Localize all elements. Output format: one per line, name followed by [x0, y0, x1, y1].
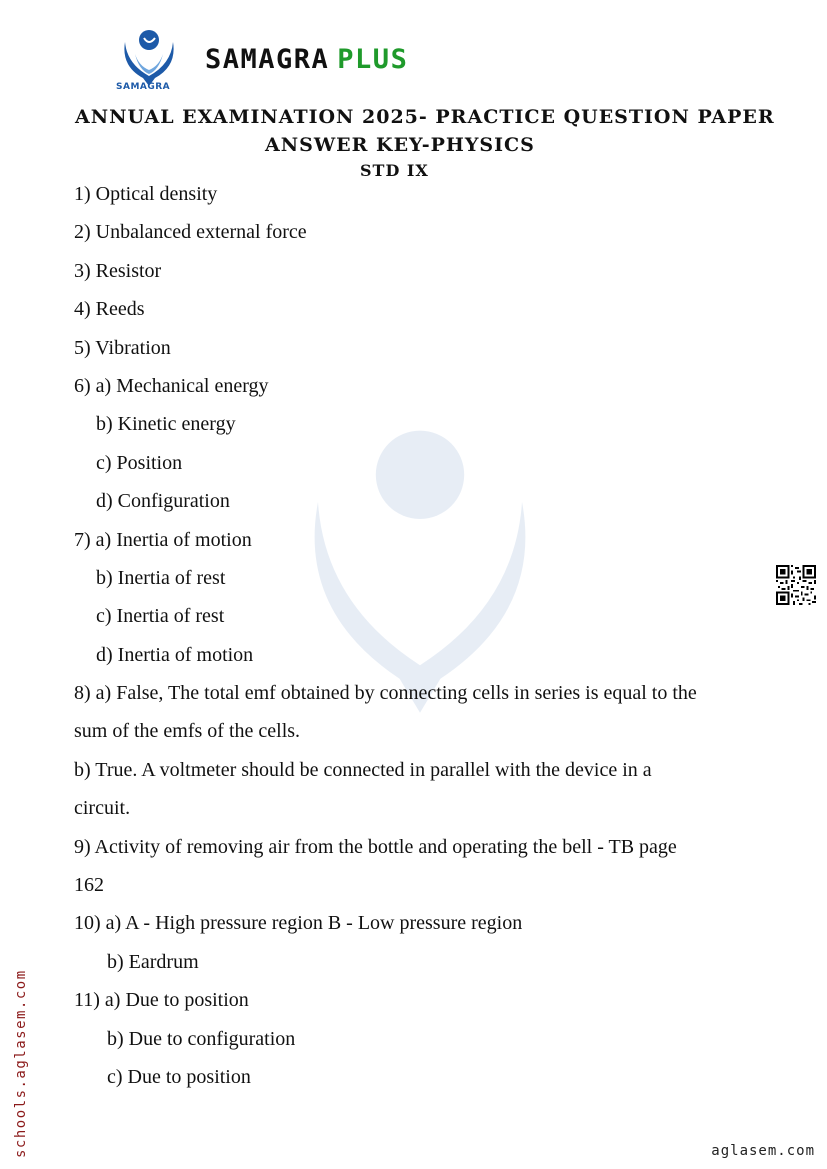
footer-url: aglasem.com — [711, 1143, 815, 1159]
qr-code-icon — [776, 565, 816, 605]
logo-text: SAMAGRA — [116, 82, 171, 92]
answer-line: 8) a) False, The total emf obtained by connecting cells in series is equal to the — [74, 682, 697, 705]
answer-list — [74, 181, 774, 1102]
answer-line: c) Inertia of rest — [96, 605, 225, 628]
exam-title: ANNUAL EXAMINATION 2025- PRACTICE QUESTION PAPER — [75, 106, 775, 128]
answer-line: 6) a) Mechanical energy — [74, 374, 269, 397]
answer-line: 5) Vibration — [74, 336, 171, 359]
answer-line: 2) Unbalanced external force — [74, 221, 307, 244]
answer-line: 162 — [74, 874, 104, 897]
answer-line: 11) a) Due to position — [74, 989, 249, 1012]
standard-label: STD IX — [360, 161, 429, 180]
answer-line: b) Kinetic energy — [96, 413, 236, 436]
answer-line: 10) a) A - High pressure region B - Low pressure region — [74, 912, 523, 935]
answer-line: 3) Resistor — [74, 259, 162, 282]
brand-title — [205, 44, 408, 75]
answer-line: b) Due to configuration — [107, 1027, 296, 1050]
answer-line: b) True. A voltmeter should be connected in parallel with the device in a — [74, 758, 652, 781]
brand-suffix: PLUS — [337, 44, 409, 75]
answer-line: d) Configuration — [96, 490, 230, 513]
answer-line: c) Due to position — [107, 1065, 251, 1088]
answer-line: 1) Optical density — [74, 183, 218, 205]
answer-line: 9) Activity of removing air from the bottle and operating the bell - TB page — [74, 835, 677, 858]
paper-subtitle: ANSWER KEY-PHYSICS — [265, 134, 535, 156]
answer-line: 7) a) Inertia of motion — [74, 528, 252, 551]
answer-line: b) Eardrum — [107, 950, 199, 973]
answer-line: c) Position — [96, 451, 183, 474]
answer-line: circuit. — [74, 797, 131, 820]
answer-line: b) Inertia of rest — [96, 566, 226, 589]
brand-name: SAMAGRA — [205, 44, 330, 75]
answer-line: d) Inertia of motion — [96, 643, 254, 666]
answer-line: sum of the emfs of the cells. — [74, 720, 301, 743]
side-watermark-url: schools.aglasem.com — [13, 969, 29, 1158]
answer-line: 4) Reeds — [74, 298, 145, 321]
